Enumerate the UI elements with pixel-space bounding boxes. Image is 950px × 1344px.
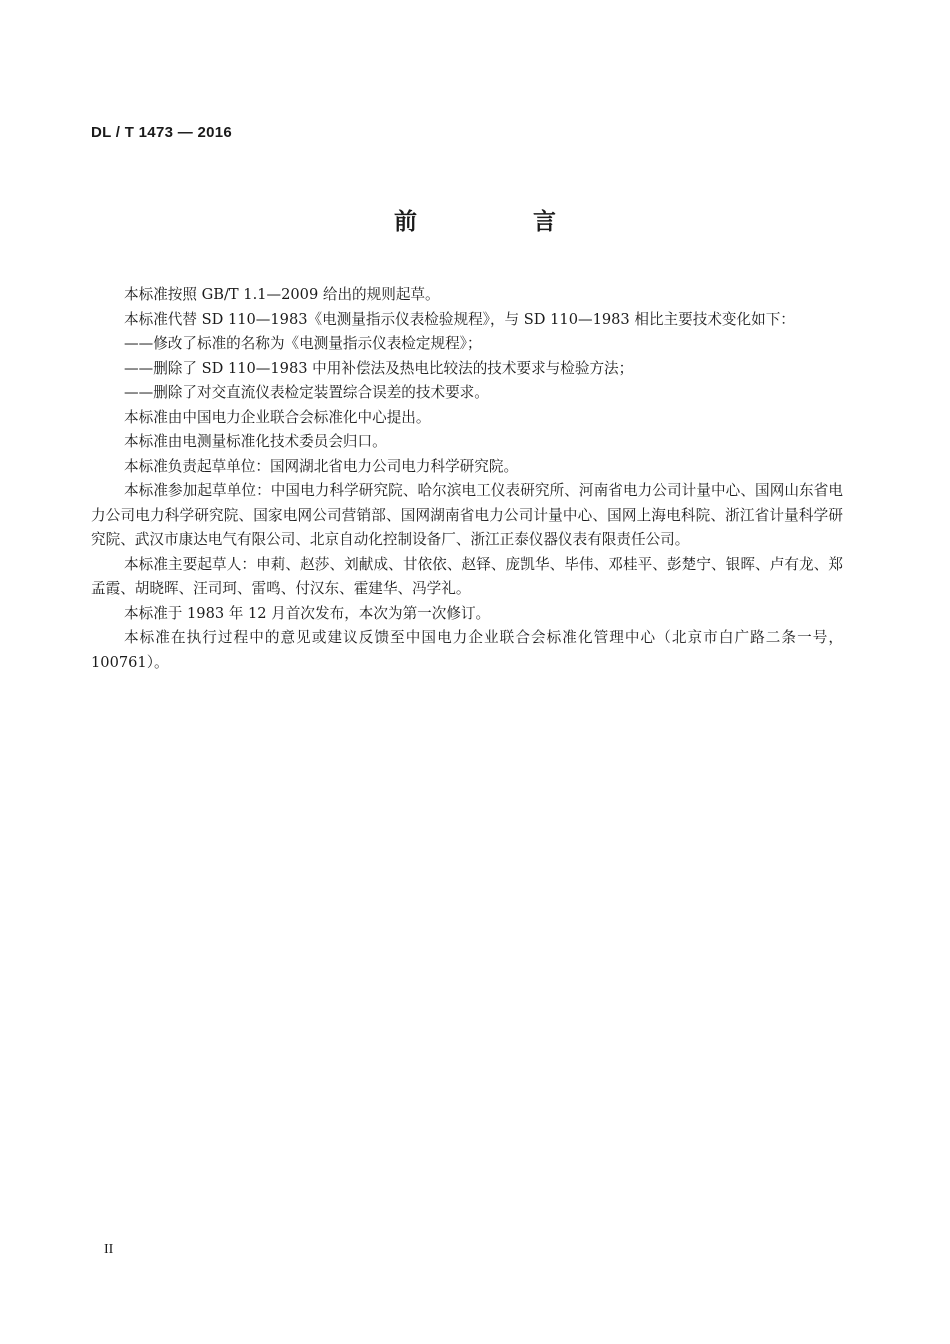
foreword-body (91, 283, 843, 675)
paragraph-publication-history: 本标准于 1983 年 12 月首次发布，本次为第一次修订。 (124, 604, 491, 622)
page-title: 前 言 (393, 209, 610, 235)
paragraph-proposed-by: 本标准由中国电力企业联合会标准化中心提出。 (124, 408, 431, 426)
paragraph-participating-drafters: 本标准参加起草单位：中国电力科学研究院、哈尔滨电工仪表研究所、河南省电力公司计量中心、国网山东省电力公司电力科学研究院、国家电网公司营销部、国网湖南省电力公司计量中心、国网上海电科院、浙江省计量科学研究院、武汉市康达电气有限公司、北京自动化控制设备厂、浙江正泰仪器仪表有限责任公司。 (91, 482, 843, 548)
paragraph-drafting-rule: 本标准按照 GB/T 1.1—2009 给出的规则起草。 (124, 286, 440, 303)
page-number: II (104, 1242, 114, 1257)
paragraph-lead-drafter: 本标准负责起草单位：国网湖北省电力公司电力科学研究院。 (124, 457, 519, 475)
change-item-rename: ——修改了标准的名称为《电测量指示仪表检定规程》； (124, 335, 482, 352)
paragraph-centralized-by: 本标准由电测量标准化技术委员会归口。 (124, 433, 387, 450)
change-item-remove-compensation: ——删除了 SD 110—1983 中用补偿法及热电比较法的技术要求与检验方法； (124, 359, 634, 377)
paragraph-main-drafters: 本标准主要起草人：申莉、赵莎、刘献成、甘依依、赵铎、庞凯华、毕伟、邓桂平、彭楚宁、银晖、卢有龙、郑孟霞、胡晓晖、汪司珂、雷鸣、付汉东、霍建华、冯学礼。 (91, 555, 843, 597)
change-item-remove-error: ——删除了对交直流仪表检定装置综合误差的技术要求。 (124, 384, 489, 401)
paragraph-replacement: 本标准代替 SD 110—1983《电测量指示仪表检验规程》，与 SD 110—1983 相比主要技术变化如下： (124, 310, 795, 328)
standard-code: DL / T 1473 — 2016 (91, 124, 233, 141)
paragraph-feedback: 本标准在执行过程中的意见或建议反馈至中国电力企业联合会标准化管理中心（北京市白广路二条一号，100761）。 (91, 629, 843, 671)
